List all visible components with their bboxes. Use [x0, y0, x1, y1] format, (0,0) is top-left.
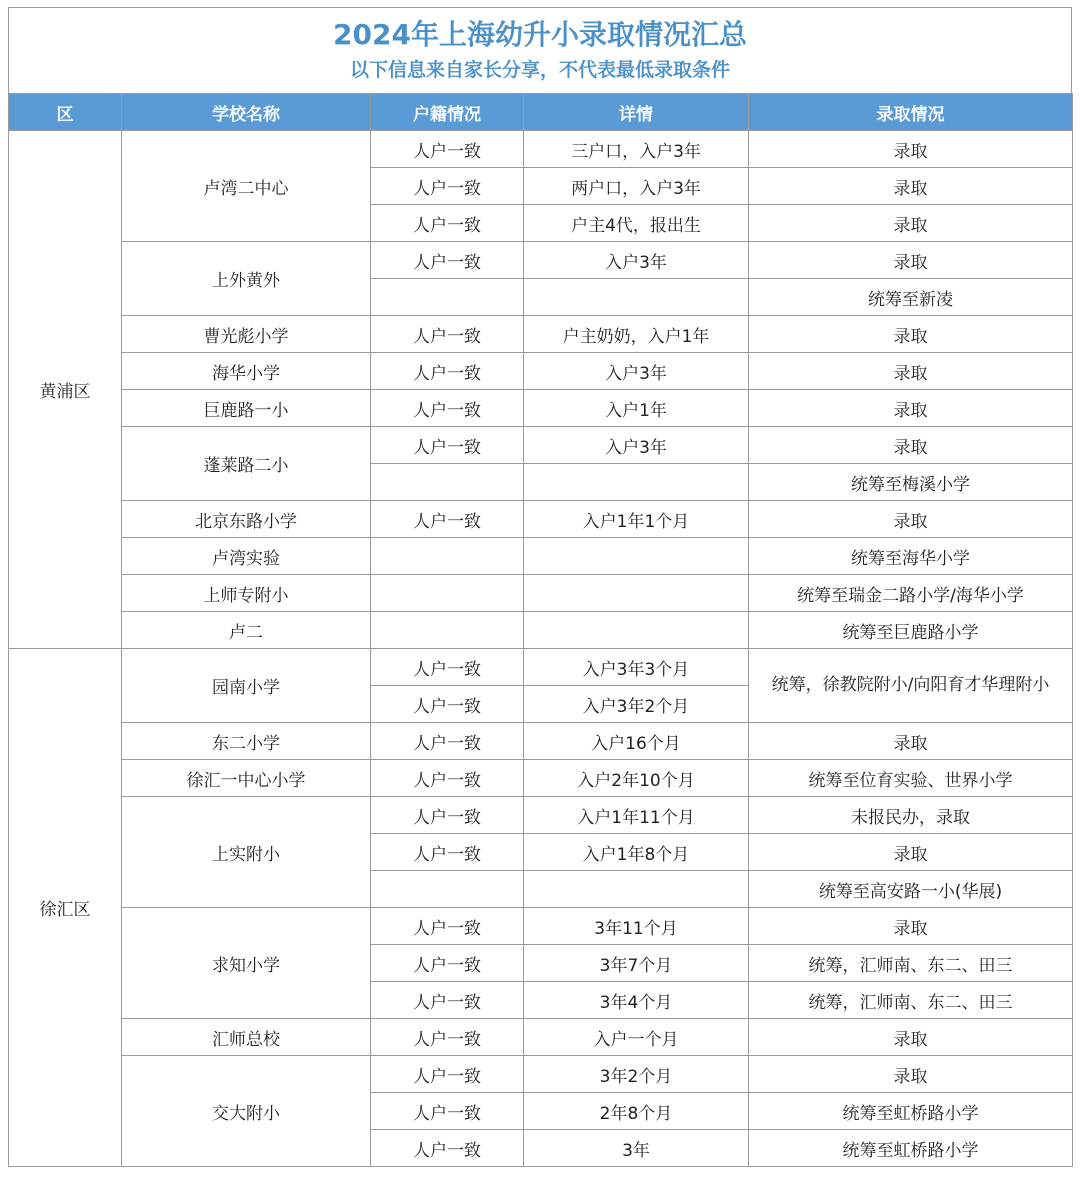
- detail-cell: 入户2年10个月: [524, 760, 749, 797]
- result-cell: 录取: [749, 834, 1073, 871]
- detail-cell: 2年8个月: [524, 1093, 749, 1130]
- hukou-cell: 人户一致: [371, 427, 524, 464]
- hukou-cell: [371, 612, 524, 649]
- district-cell: 徐汇区: [9, 649, 122, 1167]
- detail-cell: [524, 871, 749, 908]
- detail-cell: 入户1年1个月: [524, 501, 749, 538]
- result-cell: 统筹至瑞金二路小学/海华小学: [749, 575, 1073, 612]
- school-name-cell: 巨鹿路一小: [122, 390, 371, 427]
- table-row: [9, 612, 1073, 649]
- detail-cell: [524, 575, 749, 612]
- detail-cell: 入户3年: [524, 242, 749, 279]
- result-cell: 统筹至海华小学: [749, 538, 1073, 575]
- detail-cell: 入户1年8个月: [524, 834, 749, 871]
- table-row: [9, 649, 1073, 686]
- school-name-cell: 蓬莱路二小: [122, 427, 371, 501]
- result-cell: 统筹至位育实验、世界小学: [749, 760, 1073, 797]
- result-cell: 录取: [749, 390, 1073, 427]
- hukou-cell: 人户一致: [371, 686, 524, 723]
- page-subtitle: 以下信息来自家长分享，不代表最低录取条件: [349, 59, 730, 81]
- school-name-cell: 交大附小: [122, 1056, 371, 1167]
- column-header-detail: 详情: [524, 94, 749, 131]
- table-row: [9, 353, 1073, 390]
- detail-cell: 两户口，入户3年: [524, 168, 749, 205]
- hukou-cell: 人户一致: [371, 1130, 524, 1167]
- hukou-cell: 人户一致: [371, 649, 524, 686]
- result-cell: 统筹，汇师南、东二、田三: [749, 945, 1073, 982]
- table-row: [9, 908, 1073, 945]
- table-row: [9, 1056, 1073, 1093]
- school-name-cell: 汇师总校: [122, 1019, 371, 1056]
- school-name-cell: 徐汇一中心小学: [122, 760, 371, 797]
- hukou-cell: 人户一致: [371, 982, 524, 1019]
- table-row: [9, 131, 1073, 168]
- detail-cell: 户主奶奶，入户1年: [524, 316, 749, 353]
- result-cell: 录取: [749, 908, 1073, 945]
- hukou-cell: 人户一致: [371, 501, 524, 538]
- result-cell: 统筹至新凌: [749, 279, 1073, 316]
- table-header-row: [9, 94, 1073, 131]
- hukou-cell: [371, 575, 524, 612]
- hukou-cell: 人户一致: [371, 834, 524, 871]
- detail-cell: 入户3年: [524, 353, 749, 390]
- table-row: [9, 575, 1073, 612]
- hukou-cell: 人户一致: [371, 1056, 524, 1093]
- table-row: [9, 1019, 1073, 1056]
- column-header-result: 录取情况: [749, 94, 1073, 131]
- school-name-cell: 上实附小: [122, 797, 371, 908]
- school-name-cell: 求知小学: [122, 908, 371, 1019]
- detail-cell: 3年11个月: [524, 908, 749, 945]
- result-cell: 统筹至巨鹿路小学: [749, 612, 1073, 649]
- result-cell: 统筹至虹桥路小学: [749, 1130, 1073, 1167]
- detail-cell: 入户3年: [524, 427, 749, 464]
- detail-cell: 入户3年3个月: [524, 649, 749, 686]
- school-name-cell: 卢二: [122, 612, 371, 649]
- detail-cell: 3年2个月: [524, 1056, 749, 1093]
- table-row: [9, 760, 1073, 797]
- school-name-cell: 曹光彪小学: [122, 316, 371, 353]
- school-name-cell: 东二小学: [122, 723, 371, 760]
- hukou-cell: 人户一致: [371, 1019, 524, 1056]
- column-header-school: 学校名称: [122, 94, 371, 131]
- school-name-cell: 海华小学: [122, 353, 371, 390]
- school-name-cell: 上外黄外: [122, 242, 371, 316]
- result-cell: 录取: [749, 427, 1073, 464]
- detail-cell: 入户16个月: [524, 723, 749, 760]
- table-row: [9, 723, 1073, 760]
- hukou-cell: 人户一致: [371, 205, 524, 242]
- hukou-cell: 人户一致: [371, 242, 524, 279]
- result-cell: 统筹至虹桥路小学: [749, 1093, 1073, 1130]
- result-cell: 录取: [749, 242, 1073, 279]
- table-row: [9, 501, 1073, 538]
- table-row: [9, 797, 1073, 834]
- hukou-cell: [371, 538, 524, 575]
- table-row: [9, 242, 1073, 279]
- result-cell: 录取: [749, 723, 1073, 760]
- result-cell: 录取: [749, 316, 1073, 353]
- table-row: [9, 316, 1073, 353]
- hukou-cell: 人户一致: [371, 908, 524, 945]
- hukou-cell: 人户一致: [371, 131, 524, 168]
- table-row: [9, 538, 1073, 575]
- school-name-cell: 卢湾实验: [122, 538, 371, 575]
- detail-cell: [524, 464, 749, 501]
- hukou-cell: 人户一致: [371, 797, 524, 834]
- detail-cell: 3年: [524, 1130, 749, 1167]
- result-cell: 录取: [749, 1019, 1073, 1056]
- result-cell: 录取: [749, 1056, 1073, 1093]
- hukou-cell: [371, 871, 524, 908]
- summary-sheet: [8, 7, 1072, 1171]
- page-title: 2024年上海幼升小录取情况汇总: [333, 18, 747, 51]
- school-name-cell: 园南小学: [122, 649, 371, 723]
- detail-cell: 三户口，入户3年: [524, 131, 749, 168]
- result-cell: 统筹至高安路一小(华展): [749, 871, 1073, 908]
- school-name-cell: 卢湾二中心: [122, 131, 371, 242]
- result-cell: 未报民办，录取: [749, 797, 1073, 834]
- detail-cell: [524, 538, 749, 575]
- result-cell: 录取: [749, 501, 1073, 538]
- detail-cell: 3年4个月: [524, 982, 749, 1019]
- school-name-cell: 上师专附小: [122, 575, 371, 612]
- hukou-cell: 人户一致: [371, 945, 524, 982]
- result-cell: 录取: [749, 353, 1073, 390]
- column-header-district: 区: [9, 94, 122, 131]
- result-cell: 录取: [749, 131, 1073, 168]
- table-body: [9, 131, 1073, 1167]
- detail-cell: 入户1年: [524, 390, 749, 427]
- hukou-cell: 人户一致: [371, 316, 524, 353]
- column-header-hukou: 户籍情况: [371, 94, 524, 131]
- detail-cell: 入户1年11个月: [524, 797, 749, 834]
- detail-cell: [524, 279, 749, 316]
- hukou-cell: 人户一致: [371, 760, 524, 797]
- hukou-cell: 人户一致: [371, 1093, 524, 1130]
- hukou-cell: [371, 464, 524, 501]
- result-cell: 录取: [749, 205, 1073, 242]
- school-name-cell: 北京东路小学: [122, 501, 371, 538]
- hukou-cell: 人户一致: [371, 390, 524, 427]
- detail-cell: 户主4代，报出生: [524, 205, 749, 242]
- admission-table: [8, 93, 1073, 1167]
- result-cell: 录取: [749, 168, 1073, 205]
- result-cell: 统筹，汇师南、东二、田三: [749, 982, 1073, 1019]
- detail-cell: 入户一个月: [524, 1019, 749, 1056]
- result-cell: 统筹，徐教院附小/向阳育才华理附小: [749, 649, 1073, 723]
- detail-cell: 3年7个月: [524, 945, 749, 982]
- detail-cell: [524, 612, 749, 649]
- hukou-cell: [371, 279, 524, 316]
- hukou-cell: 人户一致: [371, 723, 524, 760]
- sheet-header: [8, 7, 1072, 93]
- district-cell: 黄浦区: [9, 131, 122, 649]
- table-row: [9, 427, 1073, 464]
- detail-cell: 入户3年2个月: [524, 686, 749, 723]
- hukou-cell: 人户一致: [371, 353, 524, 390]
- result-cell: 统筹至梅溪小学: [749, 464, 1073, 501]
- hukou-cell: 人户一致: [371, 168, 524, 205]
- table-row: [9, 390, 1073, 427]
